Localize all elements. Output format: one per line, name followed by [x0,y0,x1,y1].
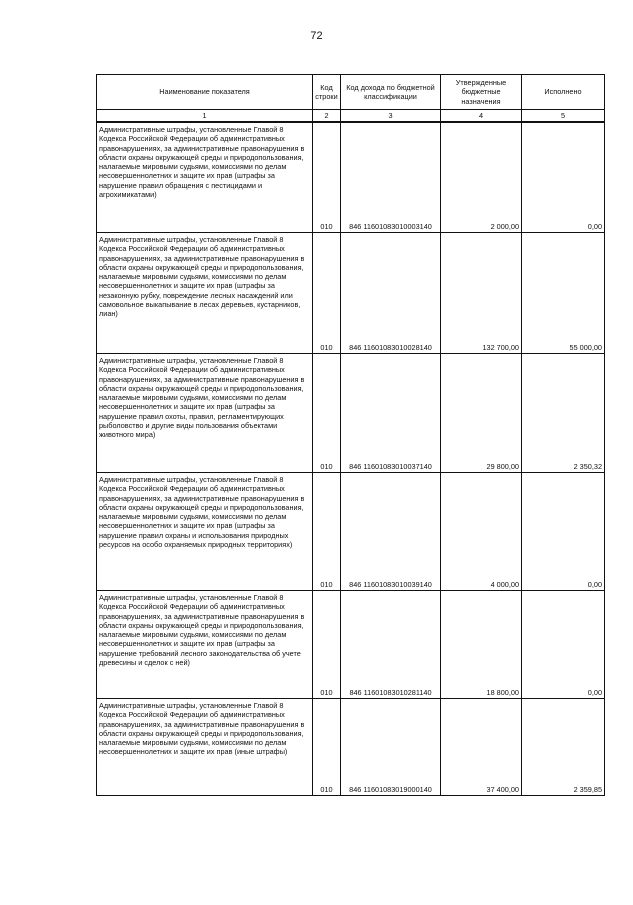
indicator-name: Административные штрафы, установленные Главой 8 Кодекса Российской Федерации об административных правонарушениях, за административные правонарушения в области охраны окружающей среды и природопользования, налагаемые мировыми судьями, комиссиями по делам несовершеннолетних и защите их прав (штрафы за нарушение правил охраны и использования природных ресурсов на особо охраняемых природных территориях) [97,473,313,591]
header-approved-amount: Утвержденные бюджетные назначения [441,75,522,110]
approved-amount: 2 000,00 [441,122,522,233]
income-code: 846 11601083010281140 [341,591,441,699]
header-indicator-name: Наименование показателя [97,75,313,110]
income-code: 846 11601083010003140 [341,122,441,233]
approved-amount: 4 000,00 [441,473,522,591]
column-number: 1 [97,110,313,123]
approved-amount: 29 800,00 [441,354,522,473]
header-line-code: Код строки [313,75,341,110]
indicator-name: Административные штрафы, установленные Главой 8 Кодекса Российской Федерации об административных правонарушениях, за административные правонарушения в области охраны окружающей среды и природопользования, налагаемые мировыми судьями, комиссиями по делам несовершеннолетних и защите их прав (иные штрафы) [97,699,313,796]
executed-amount: 55 000,00 [522,233,605,354]
income-code: 846 11601083010037140 [341,354,441,473]
line-code: 010 [313,473,341,591]
line-code: 010 [313,233,341,354]
line-code: 010 [313,354,341,473]
approved-amount: 37 400,00 [441,699,522,796]
income-code: 846 11601083010039140 [341,473,441,591]
column-numbers-row [97,110,605,123]
income-code: 846 11601083010028140 [341,233,441,354]
budget-execution-table [96,74,605,796]
approved-amount: 18 800,00 [441,591,522,699]
table-row [97,591,605,699]
approved-amount: 132 700,00 [441,233,522,354]
table-header-row [97,75,605,110]
indicator-name: Административные штрафы, установленные Главой 8 Кодекса Российской Федерации об административных правонарушениях, за административные правонарушения в области охраны окружающей среды и природопользования, налагаемые мировыми судьями, комиссиями по делам несовершеннолетних и защите их прав (штрафы за нарушение правил обращения с пестицидами и агрохимикатами) [97,122,313,233]
line-code: 010 [313,122,341,233]
executed-amount: 0,00 [522,591,605,699]
line-code: 010 [313,591,341,699]
page-number: 72 [310,30,323,42]
executed-amount: 0,00 [522,122,605,233]
income-code: 846 11601083019000140 [341,699,441,796]
executed-amount: 2 359,85 [522,699,605,796]
table-row [97,233,605,354]
table-row [97,354,605,473]
table-row [97,473,605,591]
line-code: 010 [313,699,341,796]
column-number: 4 [441,110,522,123]
executed-amount: 0,00 [522,473,605,591]
indicator-name: Административные штрафы, установленные Главой 8 Кодекса Российской Федерации об административных правонарушениях, за административные правонарушения в области охраны окружающей среды и природопользования, налагаемые мировыми судьями, комиссиями по делам несовершеннолетних и защите их прав (штрафы за незаконную рубку, повреждение лесных насаждений или самовольное выкапывание в лесах деревьев, кустарников, лиан) [97,233,313,354]
column-number: 2 [313,110,341,123]
indicator-name: Административные штрафы, установленные Главой 8 Кодекса Российской Федерации об административных правонарушениях, за административные правонарушения в области охраны окружающей среды и природопользования, налагаемые мировыми судьями, комиссиями по делам несовершеннолетних и защите их прав (штрафы за нарушение требований лесного законодательства об учете древесины и сделок с ней) [97,591,313,699]
executed-amount: 2 350,32 [522,354,605,473]
column-number: 3 [341,110,441,123]
column-number: 5 [522,110,605,123]
table-row [97,122,605,233]
table-row [97,699,605,796]
header-income-code: Код дохода по бюджетной классификации [341,75,441,110]
indicator-name: Административные штрафы, установленные Главой 8 Кодекса Российской Федерации об административных правонарушениях, за административные правонарушения в области охраны окружающей среды и природопользования, налагаемые мировыми судьями, комиссиями по делам несовершеннолетних и защите их прав (штрафы за нарушение правил охоты, правил, регламентирующих рыболовство и другие виды пользования объектами животного мира) [97,354,313,473]
header-executed-amount: Исполнено [522,75,605,110]
